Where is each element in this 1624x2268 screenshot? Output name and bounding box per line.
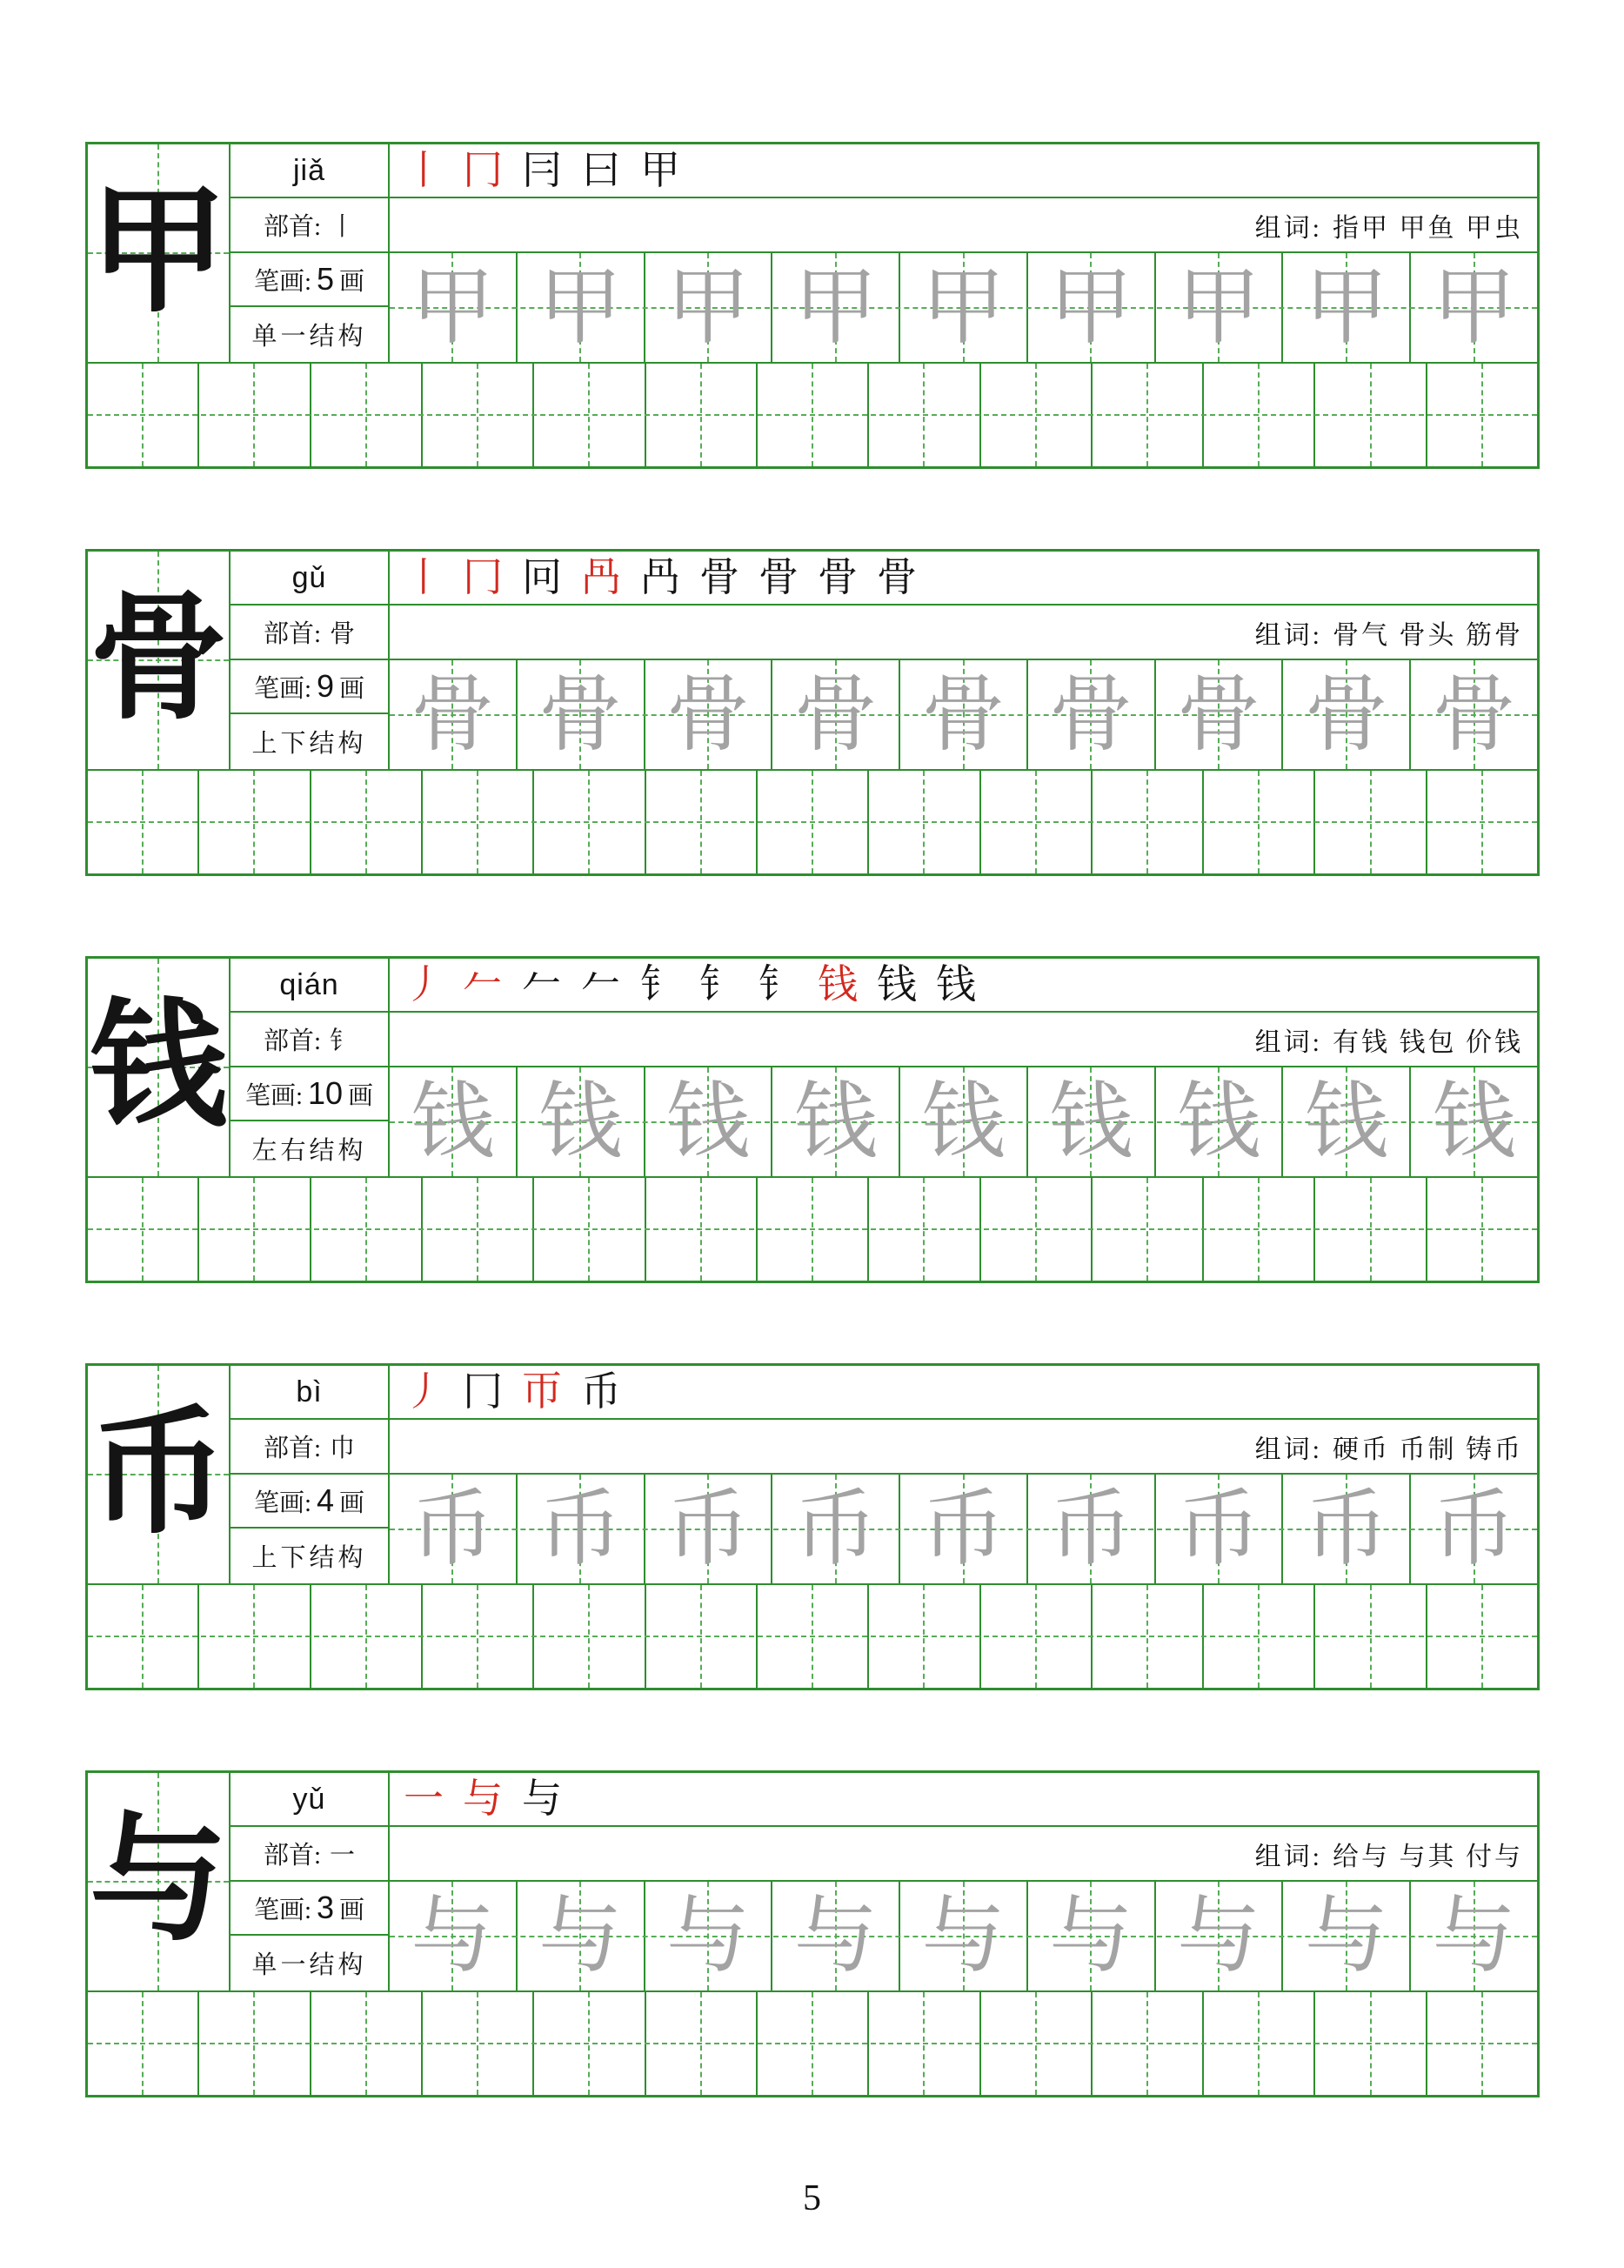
stroke-order-step: 钱 bbox=[877, 962, 917, 1007]
stroke-order-step: 冃 bbox=[522, 148, 562, 192]
practice-cell bbox=[1411, 1475, 1537, 1583]
radical-label: 部首: bbox=[263, 213, 322, 241]
main-character-cell bbox=[88, 1366, 231, 1583]
empty-practice-cell bbox=[981, 771, 1093, 873]
stroke-order-step: 冂 bbox=[463, 555, 503, 599]
practice-ghost-character: 币 bbox=[411, 1482, 495, 1576]
stroke-order-step: 丿 bbox=[404, 962, 444, 1007]
info-column bbox=[231, 959, 390, 1176]
empty-practice-row bbox=[88, 1990, 1537, 2095]
stroke-order-step: 冋 bbox=[522, 555, 562, 599]
empty-practice-cell bbox=[1093, 771, 1204, 873]
right-strip bbox=[390, 552, 1537, 769]
empty-practice-cell bbox=[423, 1585, 534, 1688]
stroke-order-row bbox=[390, 552, 1537, 605]
practice-cell bbox=[1028, 1475, 1156, 1583]
empty-practice-cell bbox=[1204, 1585, 1315, 1688]
practice-ghost-character: 骨 bbox=[1049, 667, 1133, 761]
radical-value: 丨 bbox=[330, 213, 356, 241]
practice-ghost-character: 钱 bbox=[1049, 1074, 1133, 1168]
stroke-order-step: 与 bbox=[522, 1776, 562, 1821]
stroke-count-label: 笔画: bbox=[253, 1896, 311, 1924]
pinyin: yǔ bbox=[231, 1773, 388, 1827]
empty-practice-cell bbox=[423, 1178, 534, 1281]
radical-value: 一 bbox=[330, 1842, 356, 1870]
practice-ghost-character: 与 bbox=[411, 1889, 495, 1983]
right-strip bbox=[390, 959, 1537, 1176]
practice-ghost-character: 甲 bbox=[793, 260, 878, 354]
main-character-cell bbox=[88, 959, 231, 1176]
pinyin: jiǎ bbox=[231, 144, 388, 198]
stroke-order-step: 钅 bbox=[759, 962, 799, 1007]
practice-cell bbox=[900, 1882, 1028, 1990]
stroke-order-step: 𠂉 bbox=[581, 962, 621, 1007]
practice-cell bbox=[518, 660, 645, 769]
practice-cell bbox=[1156, 660, 1284, 769]
words-label: 组词: bbox=[1254, 1842, 1322, 1871]
practice-cell bbox=[518, 1475, 645, 1583]
practice-row bbox=[390, 1882, 1537, 1990]
character-block bbox=[85, 1770, 1540, 2097]
words-label: 组词: bbox=[1254, 620, 1322, 650]
practice-ghost-character: 钱 bbox=[921, 1074, 1006, 1168]
block-upper-section bbox=[88, 552, 1537, 769]
stroke-order-step: 骨 bbox=[877, 555, 917, 599]
practice-ghost-character: 甲 bbox=[1049, 260, 1133, 354]
stroke-count-suffix: 画 bbox=[339, 267, 365, 296]
stroke-count-label: 笔画: bbox=[244, 1081, 303, 1110]
empty-practice-cell bbox=[88, 771, 199, 873]
practice-ghost-character: 钱 bbox=[538, 1074, 623, 1168]
practice-cell bbox=[1283, 1882, 1411, 1990]
empty-practice-cell bbox=[869, 364, 980, 466]
practice-row bbox=[390, 1067, 1537, 1176]
practice-ghost-character: 钱 bbox=[1432, 1074, 1516, 1168]
block-upper-section bbox=[88, 959, 1537, 1176]
practice-cell bbox=[1156, 1882, 1284, 1990]
practice-ghost-character: 与 bbox=[793, 1889, 878, 1983]
empty-practice-cell bbox=[311, 1178, 423, 1281]
practice-cell bbox=[1283, 1475, 1411, 1583]
character-block bbox=[85, 549, 1540, 876]
practice-cell bbox=[1411, 253, 1537, 362]
right-strip bbox=[390, 144, 1537, 362]
practice-cell bbox=[518, 1882, 645, 1990]
stroke-count-label: 笔画: bbox=[253, 1489, 311, 1517]
stroke-count-value: 5 bbox=[317, 261, 335, 297]
structure-type: 单一结构 bbox=[251, 1951, 367, 1979]
practice-cell bbox=[645, 253, 773, 362]
words-row bbox=[390, 1013, 1537, 1067]
practice-cell bbox=[900, 253, 1028, 362]
stroke-count-suffix: 画 bbox=[339, 1489, 365, 1517]
character-block bbox=[85, 142, 1540, 469]
stroke-order-step: 钱 bbox=[818, 962, 858, 1007]
words-row bbox=[390, 198, 1537, 253]
practice-ghost-character: 骨 bbox=[921, 667, 1006, 761]
practice-ghost-character: 币 bbox=[1432, 1482, 1516, 1576]
radical-row bbox=[231, 1827, 388, 1882]
practice-ghost-character: 与 bbox=[921, 1889, 1006, 1983]
page-number: 5 bbox=[803, 2178, 821, 2218]
practice-row bbox=[390, 253, 1537, 362]
empty-practice-cell bbox=[1093, 1992, 1204, 2095]
stroke-order-row bbox=[390, 144, 1537, 198]
empty-practice-cell bbox=[1427, 1178, 1537, 1281]
info-column bbox=[231, 1773, 390, 1990]
empty-practice-cell bbox=[1204, 1178, 1315, 1281]
stroke-count-row bbox=[231, 1882, 388, 1936]
empty-practice-cell bbox=[981, 1585, 1093, 1688]
stroke-count-row bbox=[231, 1475, 388, 1529]
practice-cell bbox=[1028, 1882, 1156, 1990]
empty-practice-cell bbox=[981, 364, 1093, 466]
empty-practice-cell bbox=[311, 1585, 423, 1688]
practice-ghost-character: 钱 bbox=[665, 1074, 750, 1168]
empty-practice-row bbox=[88, 1176, 1537, 1281]
practice-ghost-character: 钱 bbox=[1304, 1074, 1388, 1168]
practice-ghost-character: 甲 bbox=[538, 260, 623, 354]
practice-cell bbox=[900, 660, 1028, 769]
character-block bbox=[85, 1363, 1540, 1690]
empty-practice-row bbox=[88, 362, 1537, 466]
stroke-order-step: 骨 bbox=[818, 555, 858, 599]
practice-cell bbox=[772, 1475, 900, 1583]
stroke-order-step: 曰 bbox=[581, 148, 621, 192]
stroke-order-step: 𠂉 bbox=[522, 962, 562, 1007]
practice-cell bbox=[1283, 1067, 1411, 1176]
practice-ghost-character: 甲 bbox=[411, 260, 495, 354]
words-list: 硬币 币制 铸币 bbox=[1333, 1435, 1523, 1464]
empty-practice-cell bbox=[88, 1178, 199, 1281]
empty-practice-cell bbox=[88, 1992, 199, 2095]
info-column bbox=[231, 552, 390, 769]
empty-practice-cell bbox=[1204, 364, 1315, 466]
empty-practice-cell bbox=[199, 771, 311, 873]
stroke-order-step: 币 bbox=[581, 1369, 621, 1414]
stroke-order-step: 一 bbox=[404, 1776, 444, 1821]
info-column bbox=[231, 144, 390, 362]
empty-practice-cell bbox=[646, 1585, 758, 1688]
practice-cell bbox=[1411, 660, 1537, 769]
stroke-order-row bbox=[390, 1773, 1537, 1827]
practice-cell bbox=[900, 1475, 1028, 1583]
empty-practice-cell bbox=[758, 1992, 869, 2095]
stroke-count-suffix: 画 bbox=[339, 1896, 365, 1924]
words-list: 有钱 钱包 价钱 bbox=[1333, 1027, 1523, 1057]
practice-ghost-character: 币 bbox=[793, 1482, 878, 1576]
empty-practice-cell bbox=[534, 1178, 645, 1281]
empty-practice-cell bbox=[646, 1992, 758, 2095]
stroke-order-step: 帀 bbox=[522, 1369, 562, 1414]
empty-practice-cell bbox=[1315, 364, 1427, 466]
main-character: 与 bbox=[90, 1805, 227, 1957]
empty-practice-cell bbox=[1427, 364, 1537, 466]
stroke-count-row bbox=[231, 253, 388, 307]
words-list: 骨气 骨头 筋骨 bbox=[1333, 620, 1523, 650]
empty-practice-cell bbox=[1204, 771, 1315, 873]
empty-practice-cell bbox=[646, 771, 758, 873]
stroke-order-step: 钱 bbox=[936, 962, 976, 1007]
pinyin: bì bbox=[231, 1366, 388, 1420]
empty-practice-cell bbox=[981, 1992, 1093, 2095]
main-character: 甲 bbox=[90, 177, 227, 329]
practice-ghost-character: 甲 bbox=[665, 260, 750, 354]
practice-ghost-character: 与 bbox=[1177, 1889, 1261, 1983]
stroke-order-step: 冂 bbox=[463, 1369, 503, 1414]
empty-practice-cell bbox=[869, 771, 980, 873]
practice-cell bbox=[390, 1067, 518, 1176]
stroke-order-step: 丿 bbox=[404, 1369, 444, 1414]
stroke-order-step: 骨 bbox=[759, 555, 799, 599]
empty-practice-cell bbox=[199, 364, 311, 466]
main-character: 钱 bbox=[90, 991, 227, 1143]
stroke-count-label: 笔画: bbox=[253, 674, 311, 703]
block-upper-section bbox=[88, 144, 1537, 362]
empty-practice-cell bbox=[869, 1178, 980, 1281]
practice-cell bbox=[518, 253, 645, 362]
practice-ghost-character: 币 bbox=[921, 1482, 1006, 1576]
empty-practice-cell bbox=[1093, 1178, 1204, 1281]
practice-ghost-character: 与 bbox=[538, 1889, 623, 1983]
empty-practice-cell bbox=[311, 1992, 423, 2095]
stroke-order-step: 冎 bbox=[640, 555, 680, 599]
right-strip bbox=[390, 1773, 1537, 1990]
radical-label: 部首: bbox=[263, 1842, 322, 1870]
stroke-count-value: 3 bbox=[317, 1890, 335, 1925]
structure-type: 单一结构 bbox=[251, 323, 367, 351]
empty-practice-cell bbox=[758, 1178, 869, 1281]
empty-practice-cell bbox=[1427, 1992, 1537, 2095]
practice-cell bbox=[645, 1882, 773, 1990]
practice-cell bbox=[1156, 1067, 1284, 1176]
practice-ghost-character: 骨 bbox=[1432, 667, 1516, 761]
practice-cell bbox=[645, 1475, 773, 1583]
practice-ghost-character: 甲 bbox=[1432, 260, 1516, 354]
radical-row bbox=[231, 1013, 388, 1067]
practice-cell bbox=[1283, 253, 1411, 362]
practice-ghost-character: 币 bbox=[1177, 1482, 1261, 1576]
right-strip bbox=[390, 1366, 1537, 1583]
practice-cell bbox=[390, 253, 518, 362]
practice-ghost-character: 与 bbox=[665, 1889, 750, 1983]
stroke-order-step: 丨 bbox=[404, 555, 444, 599]
radical-label: 部首: bbox=[263, 1027, 322, 1055]
words-label: 组词: bbox=[1254, 1435, 1322, 1464]
empty-practice-cell bbox=[758, 771, 869, 873]
radical-value: 骨 bbox=[330, 620, 356, 648]
empty-practice-cell bbox=[423, 1992, 534, 2095]
empty-practice-cell bbox=[311, 364, 423, 466]
words-label: 组词: bbox=[1254, 213, 1322, 243]
practice-cell bbox=[772, 1067, 900, 1176]
practice-cell bbox=[645, 1067, 773, 1176]
radical-value: 巾 bbox=[330, 1435, 356, 1462]
practice-ghost-character: 甲 bbox=[921, 260, 1006, 354]
stroke-count-value: 10 bbox=[308, 1075, 344, 1111]
main-character: 骨 bbox=[90, 584, 227, 736]
stroke-order-step: 冂 bbox=[463, 148, 503, 192]
empty-practice-cell bbox=[311, 771, 423, 873]
practice-cell bbox=[390, 1475, 518, 1583]
practice-ghost-character: 骨 bbox=[411, 667, 495, 761]
stroke-count-label: 笔画: bbox=[253, 267, 311, 296]
practice-cell bbox=[772, 660, 900, 769]
main-character-cell bbox=[88, 144, 231, 362]
practice-ghost-character: 与 bbox=[1304, 1889, 1388, 1983]
empty-practice-cell bbox=[88, 364, 199, 466]
practice-ghost-character: 钱 bbox=[793, 1074, 878, 1168]
radical-row bbox=[231, 198, 388, 253]
practice-ghost-character: 甲 bbox=[1177, 260, 1261, 354]
block-upper-section bbox=[88, 1366, 1537, 1583]
pinyin: qián bbox=[231, 959, 388, 1013]
structure-type: 上下结构 bbox=[251, 1544, 367, 1572]
pinyin: gǔ bbox=[231, 552, 388, 605]
words-list: 指甲 甲鱼 甲虫 bbox=[1333, 213, 1523, 243]
stroke-order-step: 冎 bbox=[581, 555, 621, 599]
empty-practice-cell bbox=[423, 771, 534, 873]
practice-ghost-character: 币 bbox=[665, 1482, 750, 1576]
empty-practice-cell bbox=[1093, 364, 1204, 466]
practice-cell bbox=[518, 1067, 645, 1176]
practice-cell bbox=[390, 660, 518, 769]
practice-ghost-character: 与 bbox=[1049, 1889, 1133, 1983]
empty-practice-cell bbox=[423, 364, 534, 466]
structure-type: 上下结构 bbox=[251, 730, 367, 758]
stroke-order-step: 骨 bbox=[699, 555, 739, 599]
practice-ghost-character: 币 bbox=[538, 1482, 623, 1576]
radical-label: 部首: bbox=[263, 1435, 322, 1462]
stroke-count-suffix: 画 bbox=[348, 1081, 374, 1110]
stroke-order-step: 钅 bbox=[640, 962, 680, 1007]
practice-ghost-character: 骨 bbox=[1304, 667, 1388, 761]
empty-practice-cell bbox=[534, 364, 645, 466]
empty-practice-cell bbox=[1204, 1992, 1315, 2095]
practice-cell bbox=[1028, 660, 1156, 769]
stroke-count-value: 9 bbox=[317, 668, 335, 704]
character-block bbox=[85, 956, 1540, 1283]
empty-practice-cell bbox=[1315, 1992, 1427, 2095]
stroke-count-suffix: 画 bbox=[339, 674, 365, 703]
stroke-order-step: 甲 bbox=[640, 148, 680, 192]
main-character: 币 bbox=[90, 1398, 227, 1550]
practice-ghost-character: 币 bbox=[1049, 1482, 1133, 1576]
practice-ghost-character: 币 bbox=[1304, 1482, 1388, 1576]
structure-type: 左右结构 bbox=[251, 1137, 367, 1165]
stroke-order-row bbox=[390, 959, 1537, 1013]
empty-practice-cell bbox=[1315, 1178, 1427, 1281]
practice-cell bbox=[645, 660, 773, 769]
stroke-order-step: 与 bbox=[463, 1776, 503, 1821]
practice-cell bbox=[1156, 253, 1284, 362]
empty-practice-cell bbox=[981, 1178, 1093, 1281]
empty-practice-cell bbox=[646, 364, 758, 466]
practice-cell bbox=[900, 1067, 1028, 1176]
practice-cell bbox=[1411, 1882, 1537, 1990]
practice-ghost-character: 骨 bbox=[1177, 667, 1261, 761]
stroke-count-value: 4 bbox=[317, 1482, 335, 1518]
words-list: 给与 与其 付与 bbox=[1333, 1842, 1523, 1871]
practice-cell bbox=[390, 1882, 518, 1990]
empty-practice-cell bbox=[758, 364, 869, 466]
practice-cell bbox=[772, 253, 900, 362]
stroke-order-step: 钅 bbox=[699, 962, 739, 1007]
practice-ghost-character: 甲 bbox=[1304, 260, 1388, 354]
empty-practice-cell bbox=[758, 1585, 869, 1688]
worksheet-blocks bbox=[0, 142, 1624, 2097]
empty-practice-cell bbox=[1315, 771, 1427, 873]
empty-practice-cell bbox=[534, 1585, 645, 1688]
empty-practice-cell bbox=[1093, 1585, 1204, 1688]
empty-practice-row bbox=[88, 769, 1537, 873]
empty-practice-cell bbox=[646, 1178, 758, 1281]
main-character-cell bbox=[88, 1773, 231, 1990]
empty-practice-cell bbox=[199, 1178, 311, 1281]
empty-practice-cell bbox=[534, 1992, 645, 2095]
practice-ghost-character: 骨 bbox=[793, 667, 878, 761]
words-row bbox=[390, 1827, 1537, 1882]
empty-practice-cell bbox=[88, 1585, 199, 1688]
main-character-cell bbox=[88, 552, 231, 769]
radical-row bbox=[231, 605, 388, 660]
words-label: 组词: bbox=[1254, 1027, 1322, 1057]
practice-ghost-character: 与 bbox=[1432, 1889, 1516, 1983]
empty-practice-cell bbox=[199, 1585, 311, 1688]
empty-practice-cell bbox=[199, 1992, 311, 2095]
empty-practice-cell bbox=[869, 1992, 980, 2095]
practice-ghost-character: 骨 bbox=[538, 667, 623, 761]
radical-row bbox=[231, 1420, 388, 1475]
empty-practice-cell bbox=[534, 771, 645, 873]
words-row bbox=[390, 1420, 1537, 1475]
empty-practice-row bbox=[88, 1583, 1537, 1688]
practice-ghost-character: 钱 bbox=[411, 1074, 495, 1168]
practice-cell bbox=[772, 1882, 900, 1990]
stroke-order-step: 𠂉 bbox=[463, 962, 503, 1007]
practice-cell bbox=[1283, 660, 1411, 769]
stroke-count-row bbox=[231, 1067, 388, 1121]
stroke-order-step: 丨 bbox=[404, 148, 444, 192]
radical-value: 钅 bbox=[330, 1027, 356, 1055]
words-row bbox=[390, 605, 1537, 660]
empty-practice-cell bbox=[869, 1585, 980, 1688]
empty-practice-cell bbox=[1427, 771, 1537, 873]
empty-practice-cell bbox=[1315, 1585, 1427, 1688]
practice-cell bbox=[1028, 253, 1156, 362]
practice-cell bbox=[1028, 1067, 1156, 1176]
stroke-count-row bbox=[231, 660, 388, 714]
practice-cell bbox=[1156, 1475, 1284, 1583]
info-column bbox=[231, 1366, 390, 1583]
practice-ghost-character: 钱 bbox=[1177, 1074, 1261, 1168]
radical-label: 部首: bbox=[263, 620, 322, 648]
empty-practice-cell bbox=[1427, 1585, 1537, 1688]
practice-row bbox=[390, 1475, 1537, 1583]
block-upper-section bbox=[88, 1773, 1537, 1990]
stroke-order-row bbox=[390, 1366, 1537, 1420]
practice-row bbox=[390, 660, 1537, 769]
practice-ghost-character: 骨 bbox=[665, 667, 750, 761]
practice-cell bbox=[1411, 1067, 1537, 1176]
